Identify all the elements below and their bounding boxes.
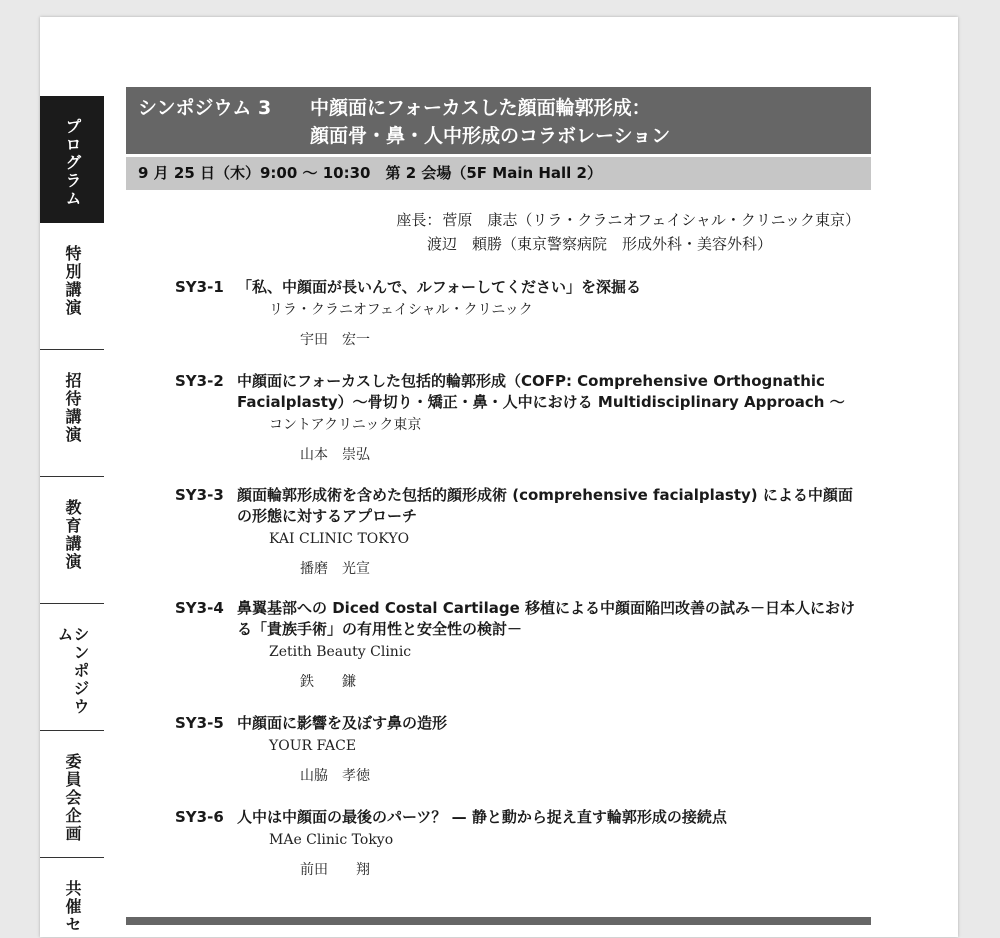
tab-label: プログラム (63, 118, 82, 208)
talk-title: 中顔面に影響を及ぼす鼻の造形 (237, 714, 448, 732)
talk-title: 中顔面にフォーカスした包括的輪郭形成（COFP: Comprehensive Orthognathic Facialplasty）～骨切り・矯正・鼻・人中における Multidisciplinary Approach ～ (237, 372, 845, 411)
session-header (126, 87, 871, 154)
talk-item (175, 598, 855, 692)
talk-affiliation: YOUR FACE (269, 738, 357, 754)
document-page (40, 17, 958, 937)
talk-title: 顔面輪郭形成術を含めた包括的顔形成術 (comprehensive facialplasty) による中顔面の形態に対するアプローチ (237, 486, 853, 525)
tab-committee-program[interactable] (40, 731, 104, 858)
talk-id: SY3-1 (175, 278, 224, 296)
tab-label: 共催セ (63, 880, 82, 934)
talk-speaker: 宇田 宏一 (300, 332, 370, 348)
tab-special-lecture[interactable] (40, 223, 104, 350)
talk-speaker: 播磨 光宣 (300, 561, 370, 577)
talk-speaker: 山本 崇弘 (300, 447, 370, 463)
talk-item (175, 807, 855, 880)
talk-affiliation: コントアクリニック東京 (269, 417, 422, 433)
tab-educational-lecture[interactable] (40, 477, 104, 604)
talk-item (175, 485, 855, 579)
session-title-line2: 顔面骨・鼻・人中形成のコラボレーション (310, 125, 671, 147)
tab-symposium[interactable] (40, 604, 104, 731)
talk-affiliation: Zetith Beauty Clinic (269, 644, 412, 660)
talk-title: 人中は中顔面の最後のパーツ？ — 静と動から捉え直す輪郭形成の接続点 (237, 808, 727, 826)
session-label: シンポジウム 3 (138, 97, 272, 119)
tab-label: シンポジウム (55, 626, 90, 716)
talk-id: SY3-6 (175, 808, 224, 826)
next-section-header-bar (126, 917, 871, 925)
tab-label: 教育講演 (63, 499, 82, 571)
talk-speaker: 前田 翔 (300, 862, 370, 878)
talk-id: SY3-4 (175, 599, 224, 617)
tab-program[interactable] (40, 96, 104, 223)
talk-speaker: 山脇 孝徳 (300, 768, 370, 784)
chairs-block (300, 208, 860, 256)
talk-id: SY3-5 (175, 714, 224, 732)
chair-1: 菅原 康志（リラ・クラニオフェイシャル・クリニック東京） (442, 211, 860, 229)
tab-label: 特別講演 (63, 245, 82, 317)
talk-speaker: 鉄 鎌 (300, 674, 356, 690)
session-datetime: 9 月 25 日（木）9:00 ～ 10:30 第 2 会場（5F Main Hall 2） (126, 157, 871, 190)
chair-2: 渡辺 頼勝（東京警察病院 形成外科・美容外科） (426, 235, 772, 253)
tab-cosponsored[interactable] (40, 858, 104, 938)
chair-label: 座長： (396, 211, 442, 229)
talk-affiliation: MAe Clinic Tokyo (269, 832, 394, 848)
talk-affiliation: リラ・クラニオフェイシャル・クリニック (269, 302, 533, 318)
talk-affiliation: KAI CLINIC TOKYO (269, 531, 410, 547)
tab-invited-lecture[interactable] (40, 350, 104, 477)
tab-label: 委員会企画 (63, 753, 82, 843)
session-title-line1: 中顔面にフォーカスした顔面輪郭形成： (310, 97, 651, 119)
talk-id: SY3-3 (175, 486, 224, 504)
side-tab-bar (40, 96, 104, 938)
talk-item (175, 277, 855, 350)
talk-item (175, 713, 855, 786)
talk-title: 「私、中顔面が長いんで、ルフォーしてください」を深掘る (237, 278, 641, 296)
talk-item (175, 371, 855, 465)
talk-title: 鼻翼基部への Diced Costal Cartilage 移植による中顔面陥凹改善の試み－日本人における「貴族手術」の有用性と安全性の検討－ (237, 599, 855, 638)
talk-id: SY3-2 (175, 372, 224, 390)
tab-label: 招待講演 (63, 372, 82, 444)
